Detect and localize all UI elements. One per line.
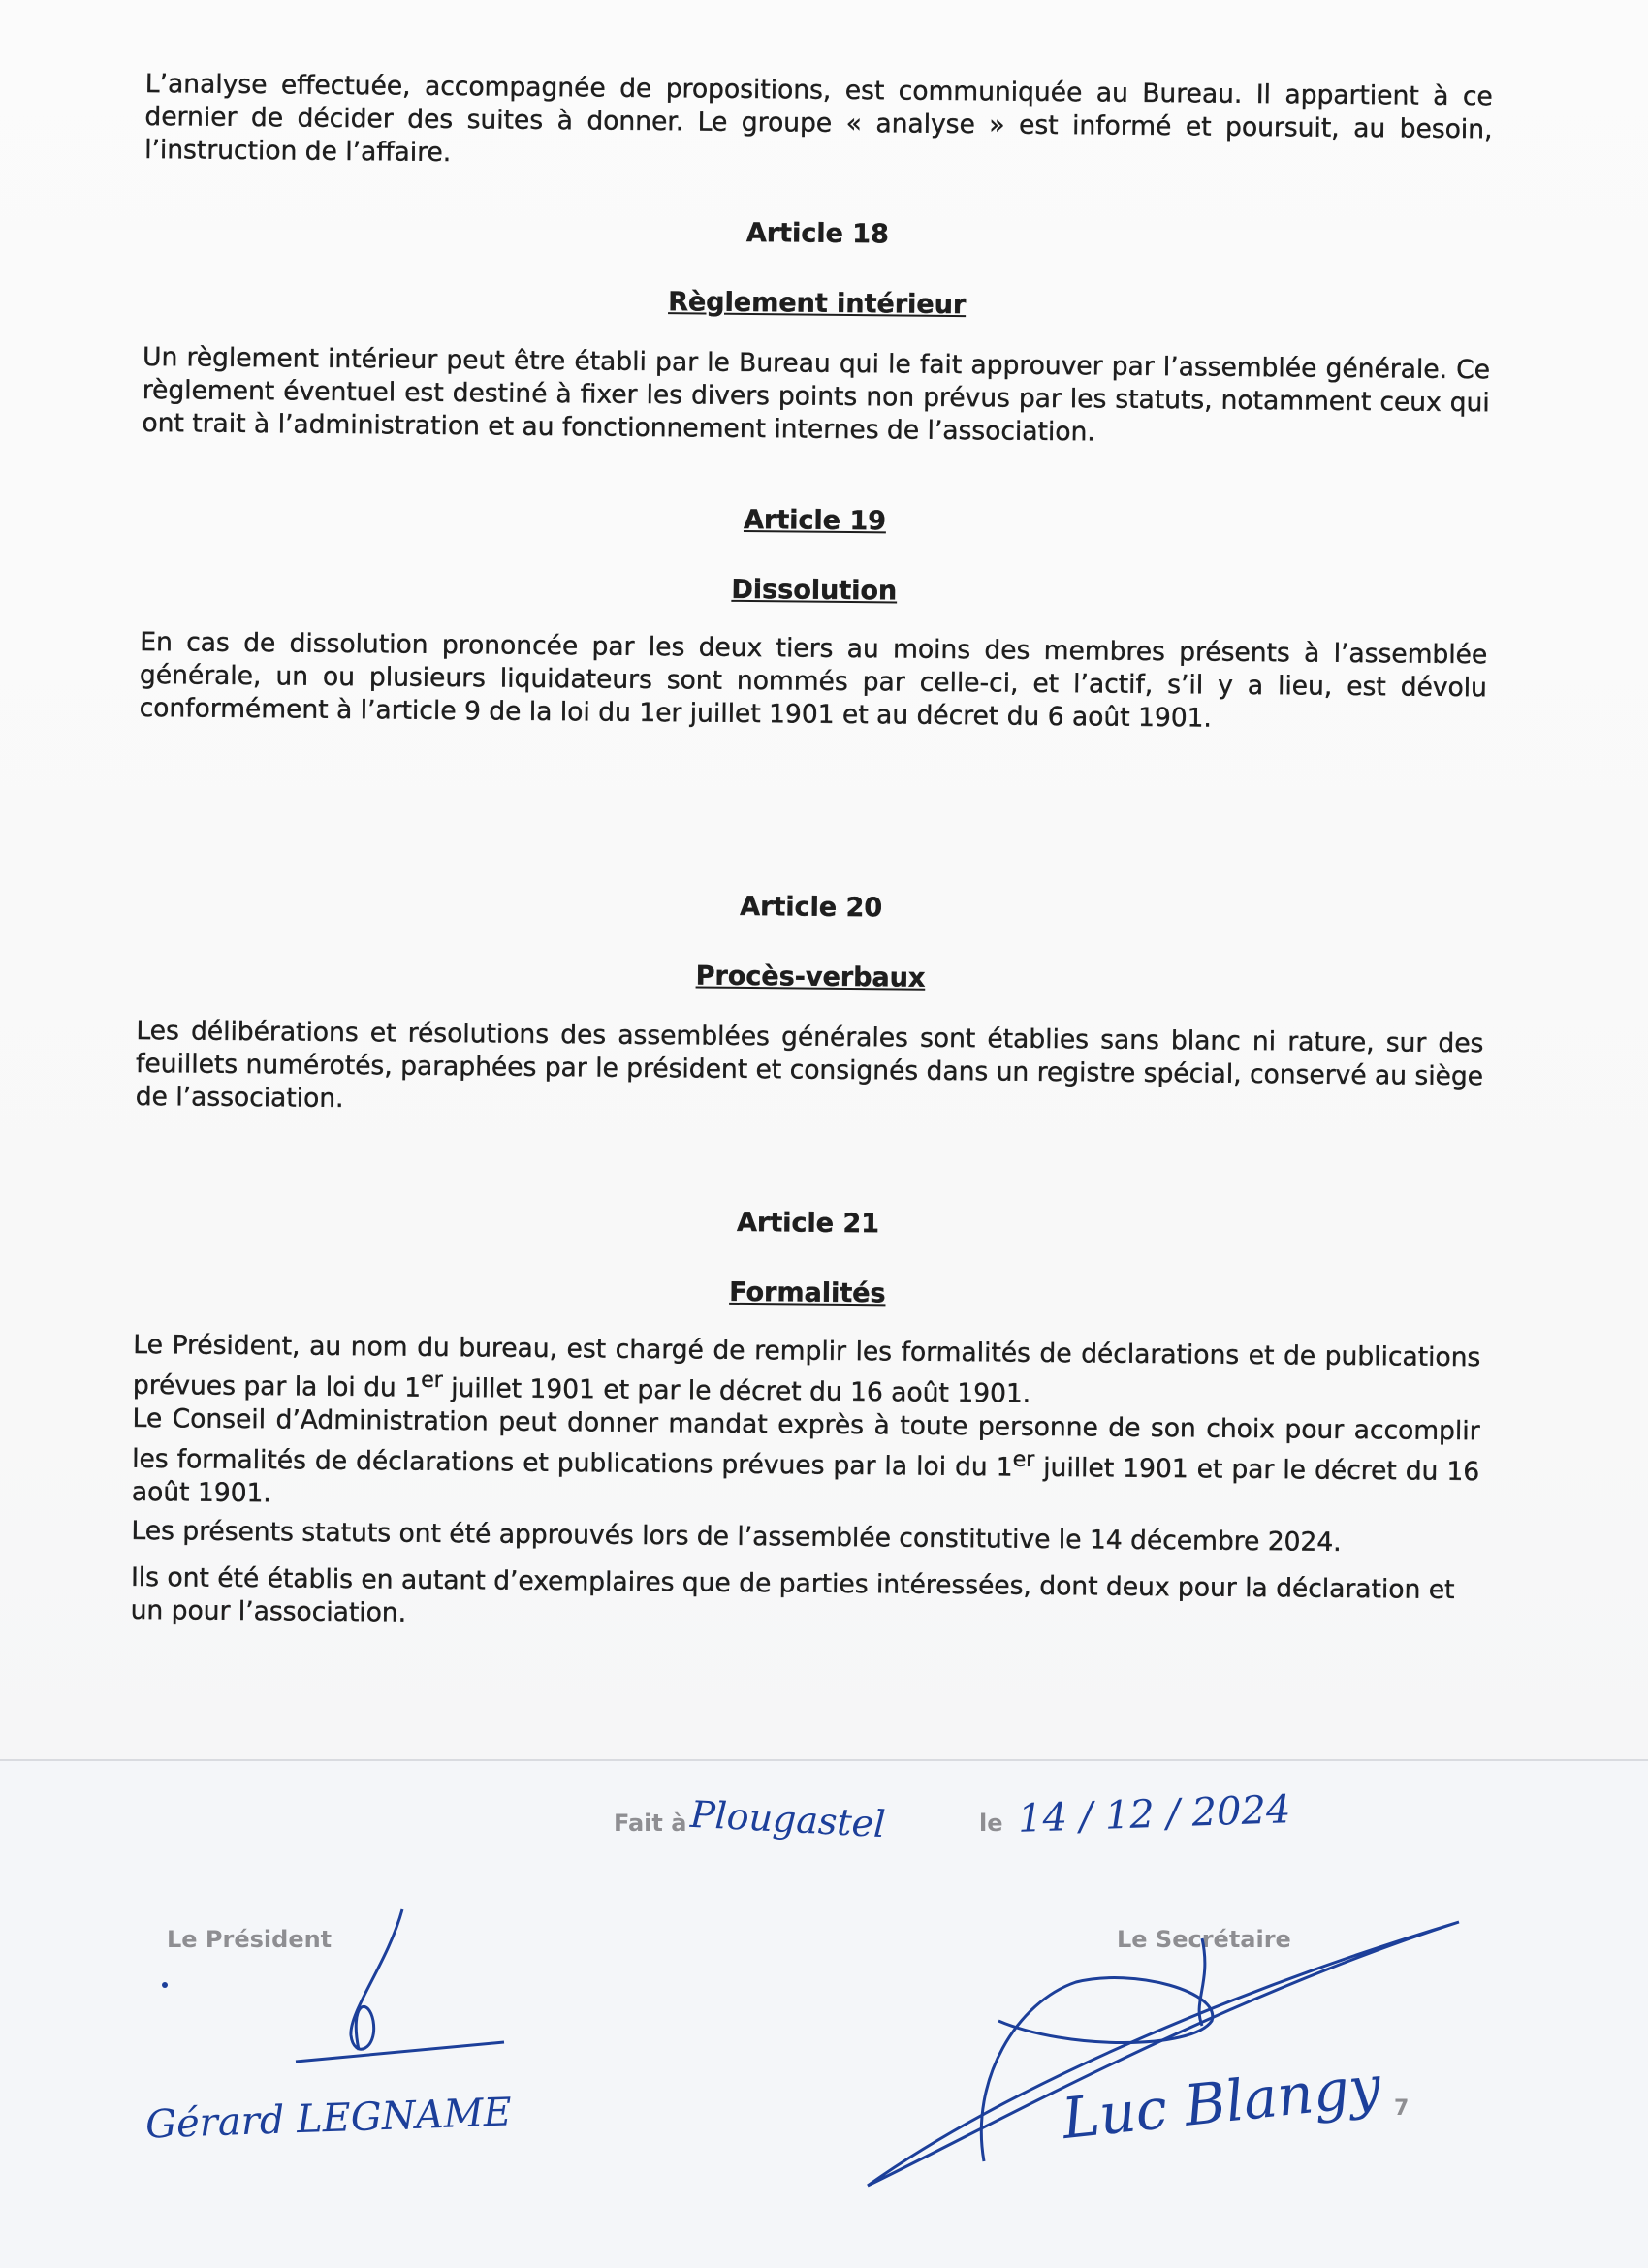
article-18-number: Article 18 (745, 217, 889, 250)
article-21-text-1-before: Le Président, au nom du bureau, est chargé de remplir les formalités de déclarations et de publications prévues par la loi du 1 (132, 1329, 1481, 1403)
signature-block (0, 1759, 1648, 2266)
secretary-name-handwritten: Luc Blangy (1059, 2052, 1384, 2153)
document-body (131, 68, 1493, 1640)
article-21-text-1-after: juillet 1901 et par le décret du 16 août 1901. (442, 1372, 1031, 1409)
article-19-number: Article 19 (743, 504, 887, 537)
article-20-title: Procès-verbaux (695, 961, 926, 993)
intro-paragraph: L’analyse effectuée, accompagnée de propositions, est communiquée au Bureau. Il appartient à ce dernier de décider des suites à donner. Le groupe « analyse » est informé et poursuit, au besoin, l’instruction de l’affaire. (144, 68, 1493, 169)
fait-a-label: Fait à (614, 1810, 687, 1837)
president-name-handwritten: Gérard LEGNAME (144, 2090, 513, 2148)
article-19-text: En cas de dissolution prononcée par les deux tiers au moins des membres présents à l’assemblée générale, un ou plusieurs liquidateurs sont nommés par celle-ci, et l’actif, s’il y a lieu, est dévolu conformément à l’article 9 de la loi du 1er juillet 1901 et au décret du 6 août 1901. (139, 626, 1488, 734)
article-19-title: Dissolution (731, 574, 898, 607)
article-21-text-2 (132, 1402, 1480, 1522)
article-21-text-1-sup: er (421, 1368, 443, 1394)
article-20-number: Article 20 (740, 891, 883, 924)
article-21-text-1 (133, 1329, 1481, 1415)
place-handwritten: Plougastel (688, 1792, 887, 1846)
approval-statement: Les présents statuts ont été approuvés lors de l’assemblée constitutive le 14 décembre 2024. (131, 1515, 1342, 1558)
article-20-text: Les délibérations et résolutions des assemblées générales sont établies sans blanc ni rature, sur des feuillets numérotés, paraphées par le président et consignés dans un registre spécial, conservé au siège de l’association. (135, 1015, 1484, 1115)
copies-statement: Ils ont été établis en autant d’exemplaires que de parties intéressées, dont deux pour la déclaration et un pour l’association. (130, 1561, 1455, 1628)
president-signature (0, 1759, 1648, 2266)
article-21-text-2-after: juillet 1901 et par le décret du 16 août 1901. (131, 1452, 1480, 1508)
article-21-title: Formalités (729, 1276, 886, 1309)
secretary-label: Le Secrétaire (1117, 1926, 1291, 1953)
date-handwritten: 14 / 12 / 2024 (1017, 1787, 1292, 1842)
article-18-text: Un règlement intérieur peut être établi par le Bureau qui le fait approuver par l’assemblée générale. Ce règlement éventuel est destiné à fixer les divers points non prévus par les statuts, notamment ceux qui ont trait à l’administration et au fonctionnement internes de l’association. (142, 341, 1491, 448)
article-21-number: Article 21 (736, 1207, 880, 1240)
page-number: 7 (1394, 2096, 1410, 2121)
president-label: Le Président (167, 1926, 333, 1953)
article-21-text-2-sup: er (1012, 1447, 1035, 1472)
article-21-text-2-before: Le Conseil d’Administration peut donner mandat exprès à toute personne de son choix pour accomplir les formalités de déclarations et publications prévues par la loi du 1 (132, 1402, 1480, 1483)
article-18-title: Règlement intérieur (668, 287, 967, 321)
le-label: le (979, 1810, 1003, 1837)
